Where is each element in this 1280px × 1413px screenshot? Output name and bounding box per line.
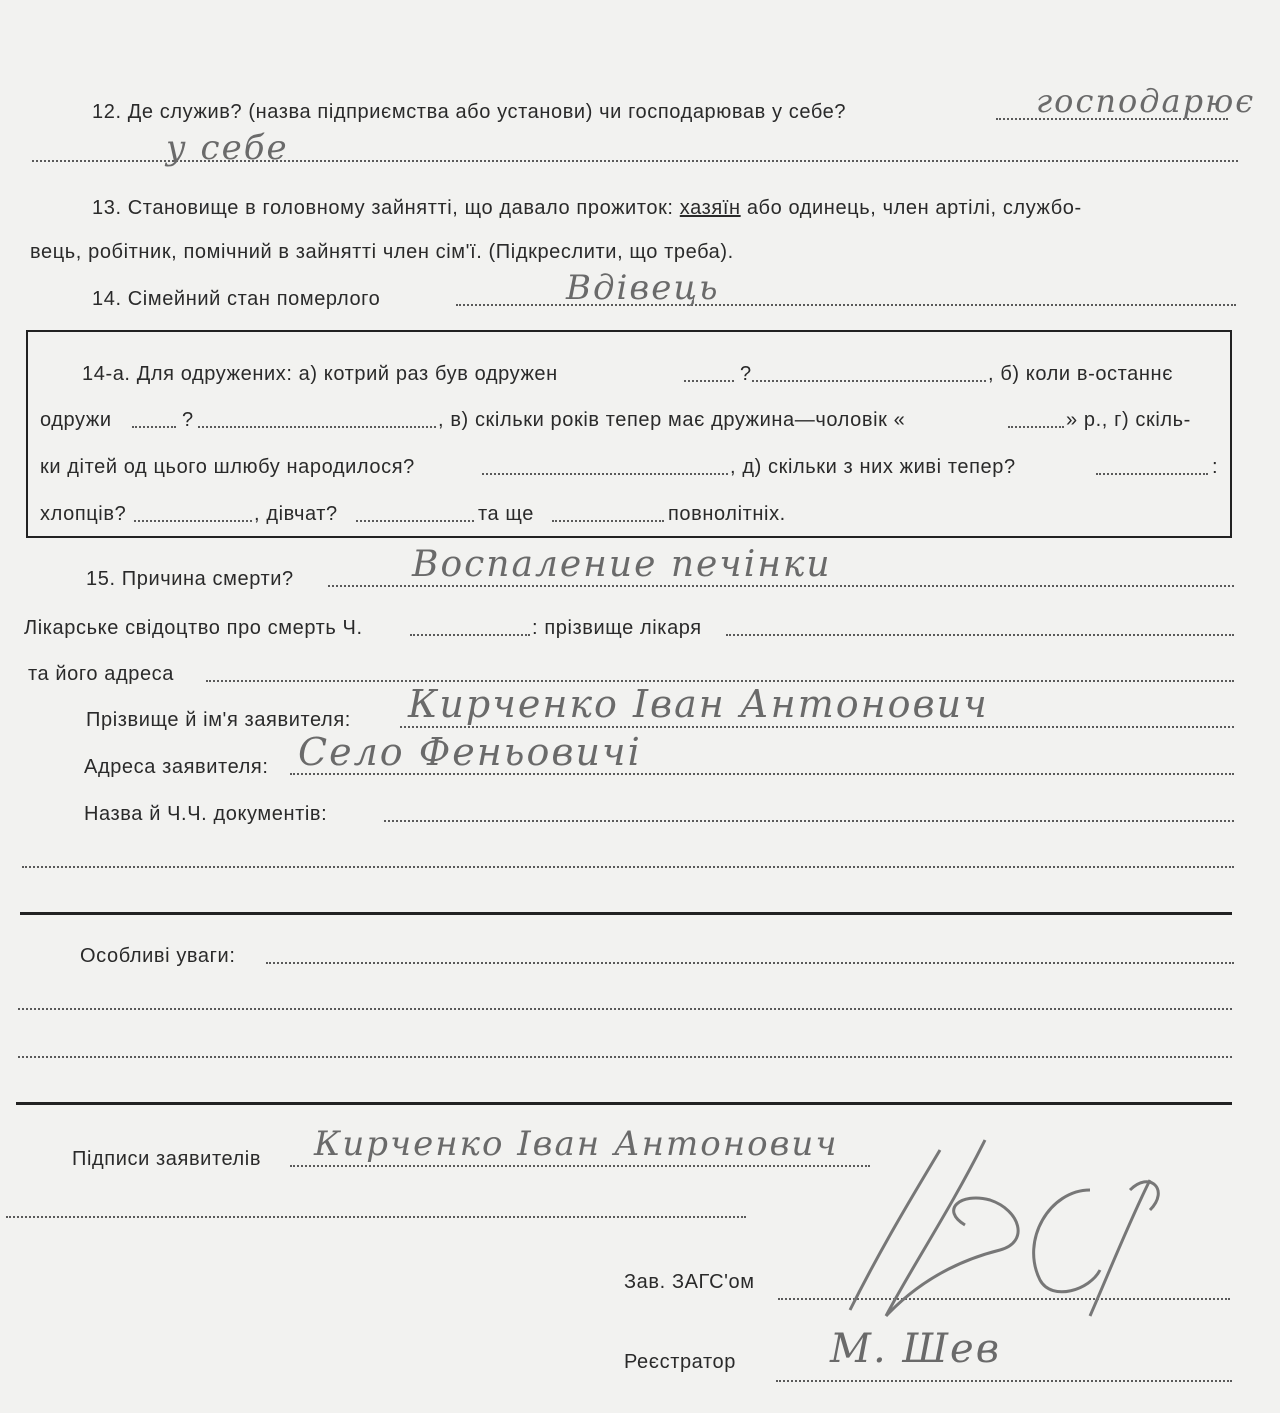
- registrar-signature-value: М. Шев: [830, 1326, 1001, 1372]
- q14-label: 14. Сімейний стан померлого: [92, 288, 381, 310]
- registrar-label: Реєстратор: [624, 1351, 736, 1373]
- signatures-line-2: [6, 1216, 746, 1218]
- q14a-line4-d: повнолітніх.: [668, 503, 786, 525]
- zags-head-label: Зав. ЗАГС'ом: [624, 1271, 755, 1293]
- q14a-line3-c: :: [1212, 456, 1219, 478]
- medical-label: Лікарське свідоцтво про смерть Ч.: [24, 617, 363, 639]
- q14-answer: Вдівець: [566, 268, 720, 308]
- q14a-dots-3b: [1096, 473, 1208, 475]
- notes-line-3: [18, 1056, 1232, 1058]
- q14a-line3-b: , д) скільки з них живі тепер?: [730, 456, 1016, 478]
- q14a-line1-q: ?: [740, 363, 752, 385]
- medical-number-line: [410, 634, 530, 636]
- q13-prefix: 13. Становище в головному зайнятті, що давало прожиток:: [92, 197, 674, 219]
- documents-label: Назва й Ч.Ч. документів:: [84, 803, 328, 825]
- notes-label: Особливі уваги:: [80, 945, 236, 967]
- q15-answer: Воспаление печінки: [412, 544, 832, 585]
- applicant-signatures-line: [290, 1165, 870, 1167]
- q14a-line4-a: хлопців?: [40, 503, 127, 525]
- documents-line: [384, 820, 1234, 822]
- q14a-line1-a: 14-а. Для одружених: а) котрий раз був одружен: [82, 363, 558, 385]
- applicant-signatures-label: Підписи заявителів: [72, 1148, 262, 1170]
- doctor-line: [726, 634, 1234, 636]
- q14a-dots-1b: [752, 380, 986, 382]
- q14a-dots-1a: [684, 380, 734, 382]
- q12-answer-2: у себе: [166, 128, 289, 168]
- q12-answer-1: господарює: [1036, 82, 1256, 120]
- q15-label: 15. Причина смерти?: [86, 568, 294, 590]
- applicant-name-value: Кирченко Іван Антонович: [408, 682, 989, 726]
- q14a-line1-b: , б) коли в-останнє: [988, 363, 1174, 385]
- q12-label: 12. Де служив? (назва підприємства або установи) чи господарював у себе?: [92, 101, 847, 123]
- q15-line: [328, 585, 1234, 587]
- zags-head-signature: [790, 1130, 1170, 1320]
- q14a-dots-4c: [552, 520, 664, 522]
- applicant-name-label: Прізвище й ім'я заявителя:: [86, 709, 351, 731]
- doctor-address-label: та його адреса: [28, 663, 175, 685]
- q14a-line2-c: » р., г) скіль-: [1066, 409, 1191, 431]
- q14a-dots-2c: [1008, 426, 1064, 428]
- doctor-label: : прізвище лікаря: [532, 617, 702, 639]
- section-divider-1: [20, 912, 1232, 915]
- q14a-dots-4b: [356, 520, 474, 522]
- q14a-line2-b: , в) скільки років тепер має дружина—чоловік «: [438, 409, 906, 431]
- q14a-dots-3a: [482, 473, 728, 475]
- applicant-address-label: Адреса заявителя:: [84, 756, 269, 778]
- q14a-line2-a: одружи: [40, 409, 112, 431]
- q13-line2: вець, робітник, помічний в зайнятті член сім'ї. (Підкреслити, що треба).: [30, 241, 734, 263]
- q14a-line2-q: ?: [182, 409, 194, 431]
- notes-line-2: [18, 1008, 1232, 1010]
- registrar-line: [776, 1380, 1232, 1382]
- q13-suffix: або одинець, член артілі, службо-: [746, 197, 1082, 219]
- documents-line-2: [22, 866, 1234, 868]
- q14a-dots-2b: [198, 426, 436, 428]
- q14a-dots-2a: [132, 426, 176, 428]
- applicant-name-line: [400, 726, 1234, 728]
- q14a-line4-b: , дівчат?: [254, 503, 338, 525]
- q14a-line4-c: та ще: [478, 503, 534, 525]
- applicant-address-value: Село Феньовичі: [298, 730, 642, 774]
- q14a-line3-a: ки дітей од цього шлюбу народилося?: [40, 456, 415, 478]
- q13-option-owner: хазяїн: [679, 197, 741, 219]
- q14a-dots-4a: [134, 520, 252, 522]
- notes-line-1: [266, 962, 1234, 964]
- section-divider-2: [16, 1102, 1232, 1105]
- q13-line1: [92, 196, 1082, 220]
- applicant-signature-value: Кирченко Іван Антонович: [314, 1124, 839, 1164]
